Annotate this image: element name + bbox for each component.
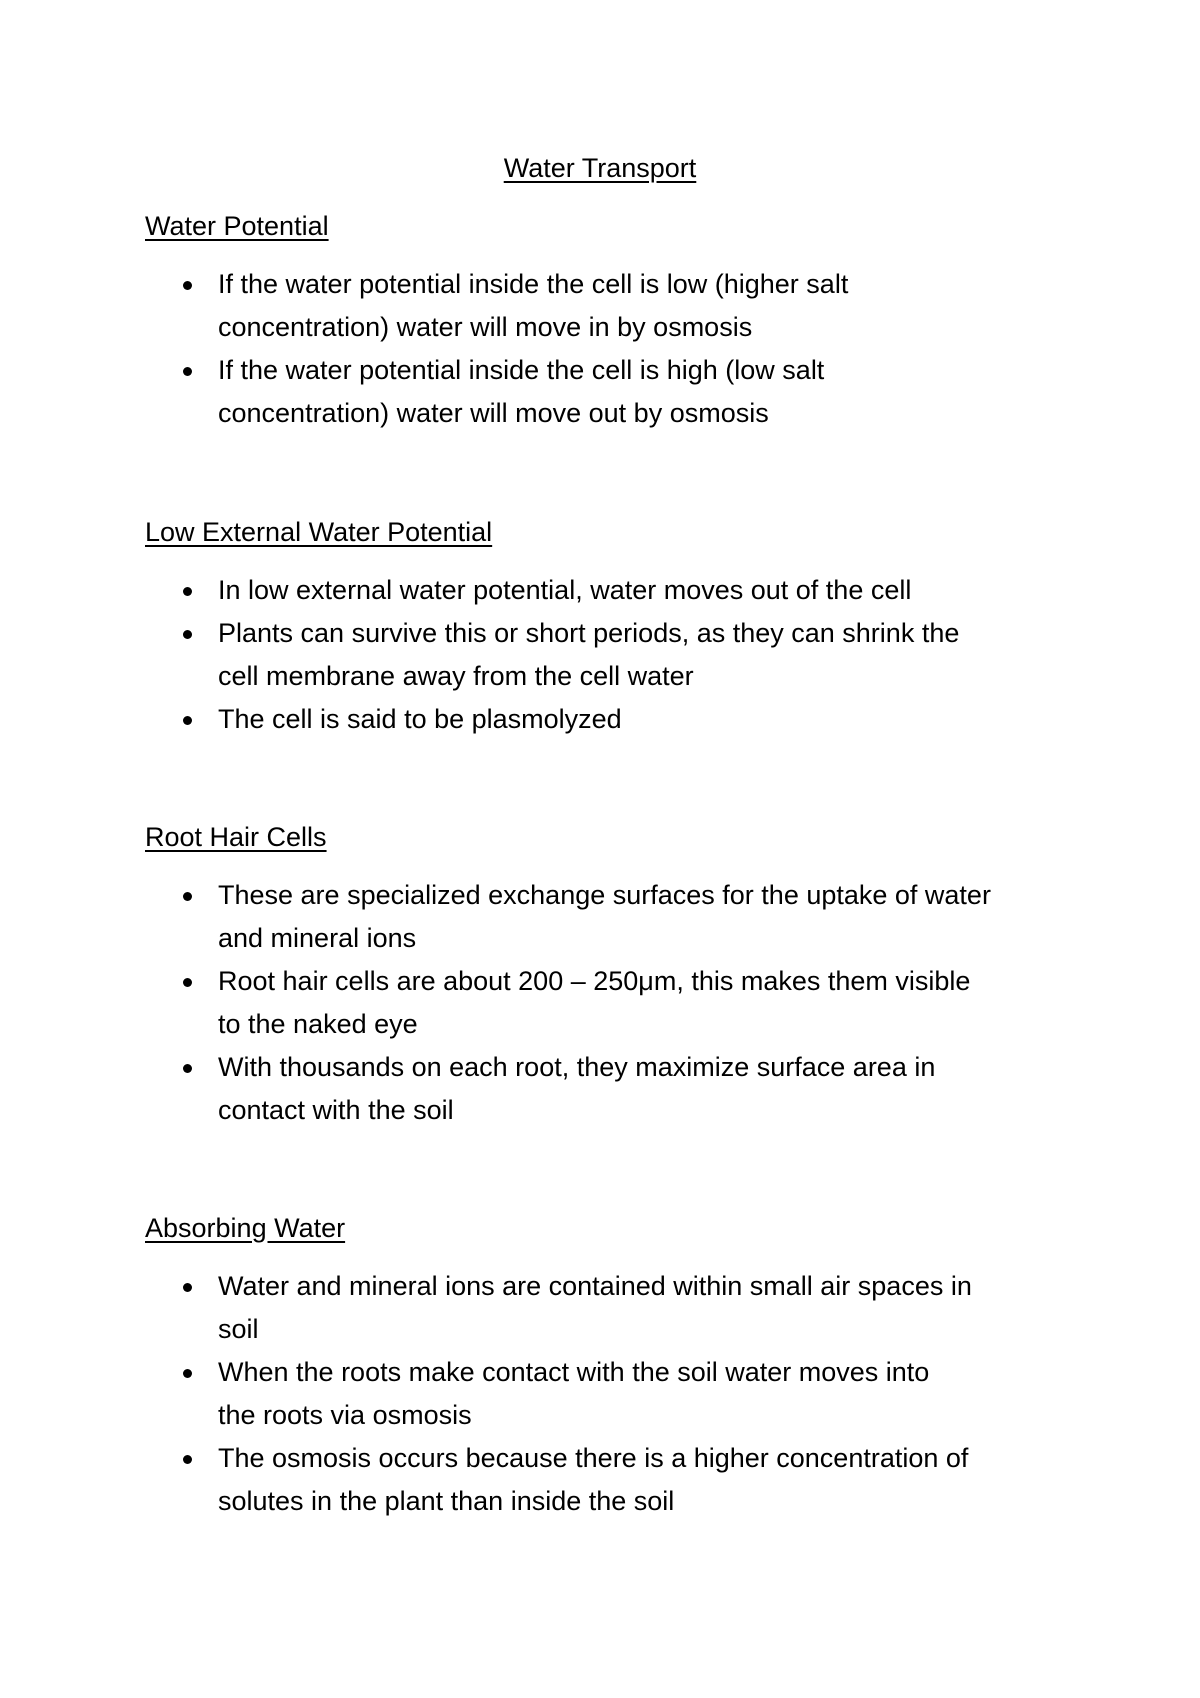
- bullet-dot-icon: [183, 1283, 192, 1292]
- bullet-dot-icon: [183, 892, 192, 901]
- bullet-text-line: The cell is said to be plasmolyzed: [218, 704, 622, 734]
- bullet-text-line: Water and mineral ions are contained within small air spaces in: [218, 1271, 972, 1301]
- bullet-text-line: When the roots make contact with the soil water moves into: [218, 1357, 930, 1387]
- bullet-dot-icon: [183, 978, 192, 987]
- bullet-text-line: concentration) water will move out by osmosis: [218, 398, 769, 428]
- bullet-text-line: In low external water potential, water moves out of the cell: [218, 575, 912, 605]
- section: [145, 512, 1085, 741]
- section-heading: Water Potential: [145, 211, 329, 241]
- bullet-text-line: Plants can survive this or short periods, as they can shrink the: [218, 618, 960, 648]
- bullet-item: [145, 1265, 1085, 1351]
- section-heading: Low External Water Potential: [145, 517, 493, 547]
- bullet-text-line: the roots via osmosis: [218, 1400, 472, 1430]
- bullet-list: [145, 263, 1085, 435]
- bullet-text-line: and mineral ions: [218, 923, 417, 953]
- bullet-item: [145, 1437, 1085, 1523]
- bullet-text-line: These are specialized exchange surfaces for the uptake of water: [218, 880, 991, 910]
- bullet-text-line: With thousands on each root, they maximize surface area in: [218, 1052, 936, 1082]
- bullet-text-line: The osmosis occurs because there is a higher concentration of: [218, 1443, 969, 1473]
- bullet-item: [145, 960, 1085, 1046]
- bullet-text-line: soil: [218, 1314, 259, 1344]
- bullet-text-line: cell membrane away from the cell water: [218, 661, 694, 691]
- document-title: Water Transport: [503, 153, 697, 183]
- bullet-item: [145, 1046, 1085, 1132]
- section-heading: Root Hair Cells: [145, 822, 327, 852]
- section-heading: Absorbing Water: [145, 1213, 346, 1243]
- bullet-item: [145, 1351, 1085, 1437]
- bullet-text-line: solutes in the plant than inside the soil: [218, 1486, 675, 1516]
- bullet-text-line: Root hair cells are about 200 – 250μm, this makes them visible: [218, 966, 971, 996]
- bullet-dot-icon: [183, 587, 192, 596]
- bullet-dot-icon: [183, 716, 192, 725]
- bullet-text-line: If the water potential inside the cell is high (low salt: [218, 355, 825, 385]
- bullet-item: [145, 569, 1085, 612]
- bullet-text-line: contact with the soil: [218, 1095, 454, 1125]
- bullet-dot-icon: [183, 367, 192, 376]
- bullet-list: [145, 569, 1085, 741]
- bullet-text-line: concentration) water will move in by osmosis: [218, 312, 753, 342]
- bullet-dot-icon: [183, 1455, 192, 1464]
- bullet-item: [145, 349, 1085, 435]
- bullet-dot-icon: [183, 1369, 192, 1378]
- bullet-dot-icon: [183, 1064, 192, 1073]
- bullet-item: [145, 698, 1085, 741]
- section: [145, 817, 1085, 1132]
- bullet-list: [145, 1265, 1085, 1523]
- bullet-list: [145, 874, 1085, 1132]
- bullet-item: [145, 263, 1085, 349]
- section: [145, 1208, 1085, 1523]
- bullet-item: [145, 874, 1085, 960]
- section: [145, 206, 1085, 435]
- bullet-dot-icon: [183, 281, 192, 290]
- bullet-text-line: If the water potential inside the cell is low (higher salt: [218, 269, 849, 299]
- bullet-item: [145, 612, 1085, 698]
- bullet-dot-icon: [183, 630, 192, 639]
- bullet-text-line: to the naked eye: [218, 1009, 418, 1039]
